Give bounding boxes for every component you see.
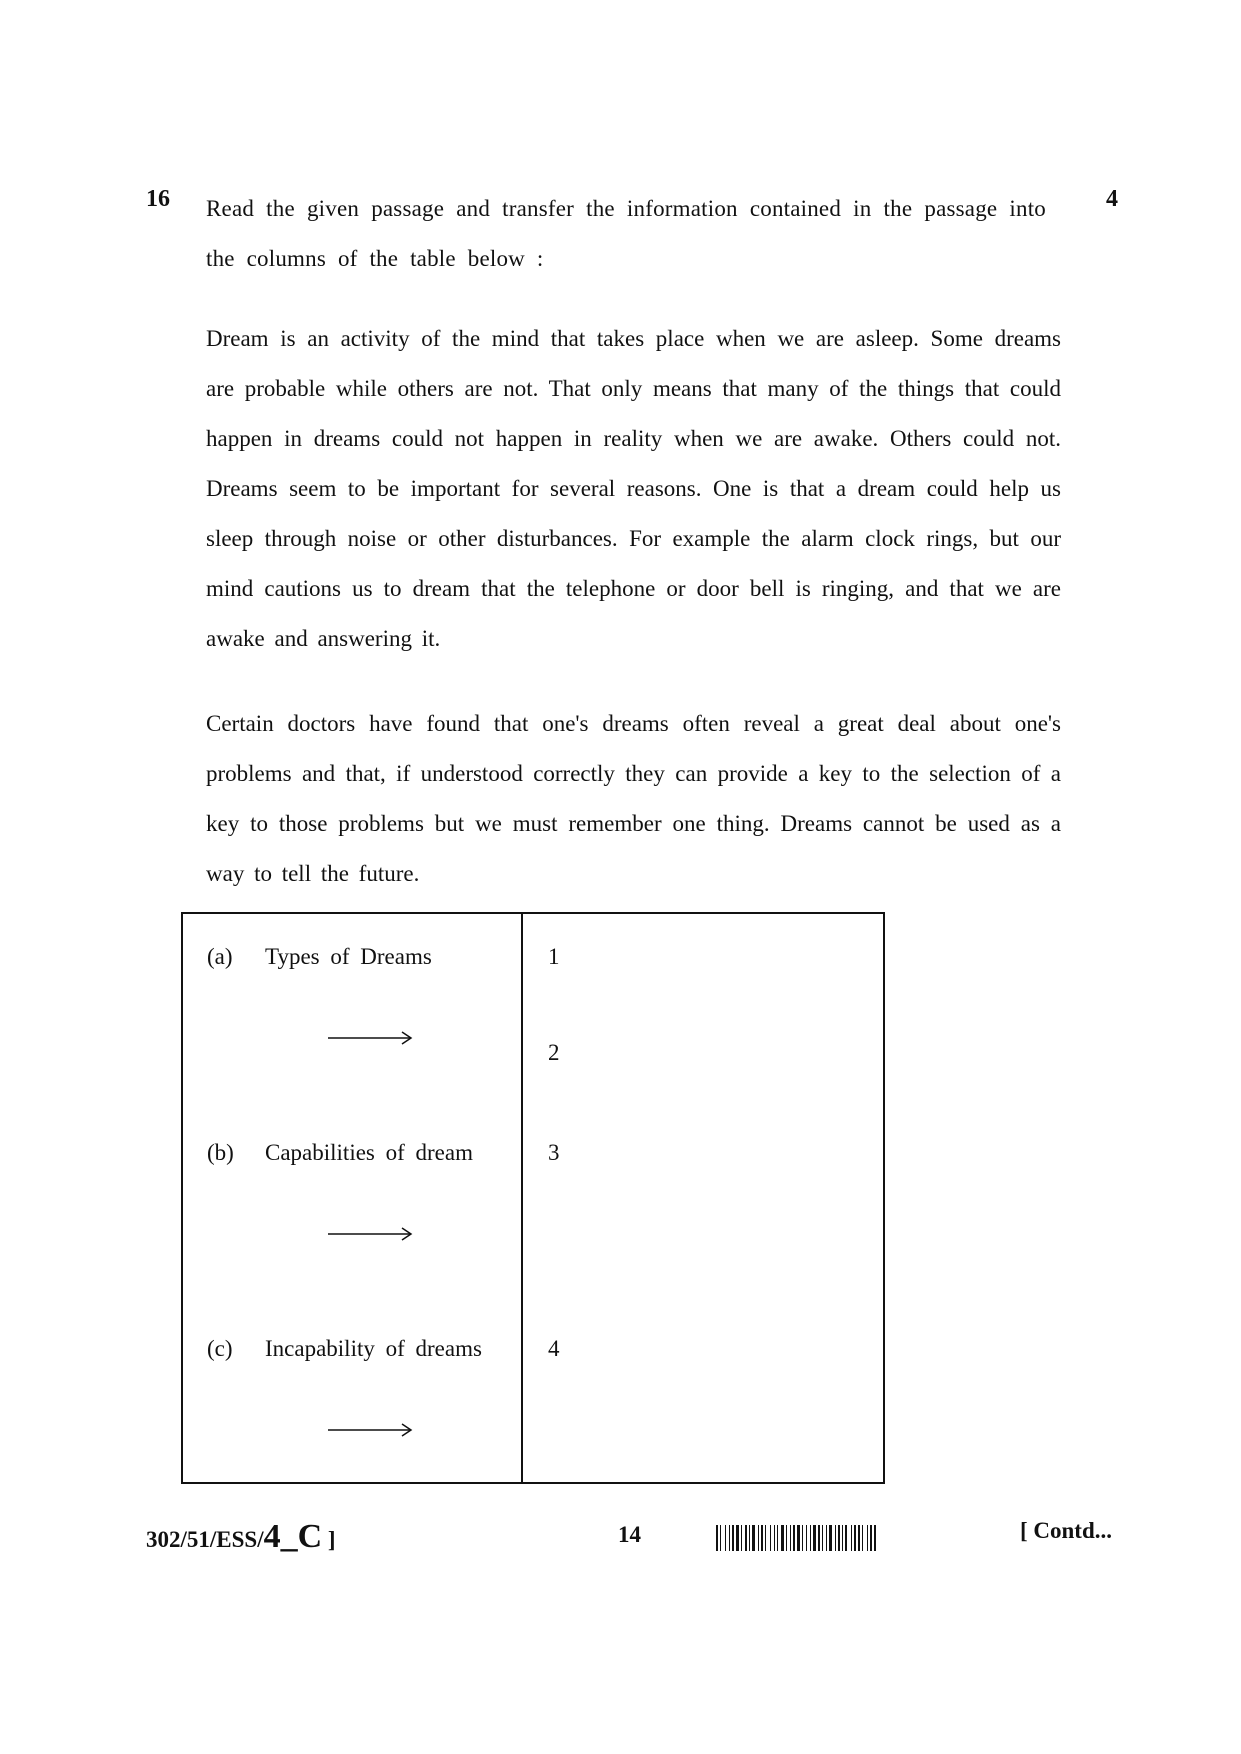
table-column-divider [521, 914, 523, 1482]
answer-number-3: 3 [548, 1140, 560, 1165]
arrow-right-icon [328, 1420, 413, 1440]
question-number: 16 [146, 186, 170, 212]
question-instruction: Read the given passage and transfer the information contained in the passage into the columns of the table below : [206, 196, 1046, 271]
paper-code-set: 4_C [263, 1518, 323, 1555]
paper-code-prefix: 302/51/ESS/ [146, 1527, 264, 1552]
arrow-right-icon [328, 1028, 413, 1048]
row-b-text: Capabilities of dream [265, 1140, 473, 1165]
row-c-text: Incapability of dreams [265, 1336, 482, 1361]
answer-number-2: 2 [548, 1040, 560, 1065]
passage-paragraph-1: Dream is an activity of the mind that takes place when we are asleep. Some dreams are probable while others are not. That only means that many of the things that could happen in dreams could not happen in reality when we are awake. Others could not. Dreams seem to be important for several reasons. One is that a dream could help us sleep through noise or other disturbances. For example the alarm clock rings, but our mind cautions us to dream that the telephone or door bell is ringing, and that we are awake and answering it. [206, 326, 1061, 651]
row-b-label: (b) [207, 1140, 234, 1165]
barcode-icon [716, 1525, 986, 1551]
paper-code-suffix: ] [322, 1527, 336, 1552]
answer-number-4: 4 [548, 1336, 560, 1361]
row-a-text: Types of Dreams [265, 944, 432, 969]
passage-paragraph-2: Certain doctors have found that one's dreams often reveal a great deal about one's problems and that, if understood correctly they can provide a key to the selection of a key to those problems but we must remember one thing. Dreams cannot be used as a way to tell the future. [206, 711, 1061, 886]
arrow-right-icon [328, 1224, 413, 1244]
question-marks: 4 [1106, 186, 1118, 212]
continued-label: [ Contd... [1020, 1518, 1113, 1543]
row-a-label: (a) [207, 944, 233, 969]
row-c-label: (c) [207, 1336, 233, 1361]
answer-number-1: 1 [548, 944, 560, 969]
page-number: 14 [618, 1522, 641, 1547]
answer-table [181, 912, 885, 1484]
paper-code [146, 1518, 336, 1556]
